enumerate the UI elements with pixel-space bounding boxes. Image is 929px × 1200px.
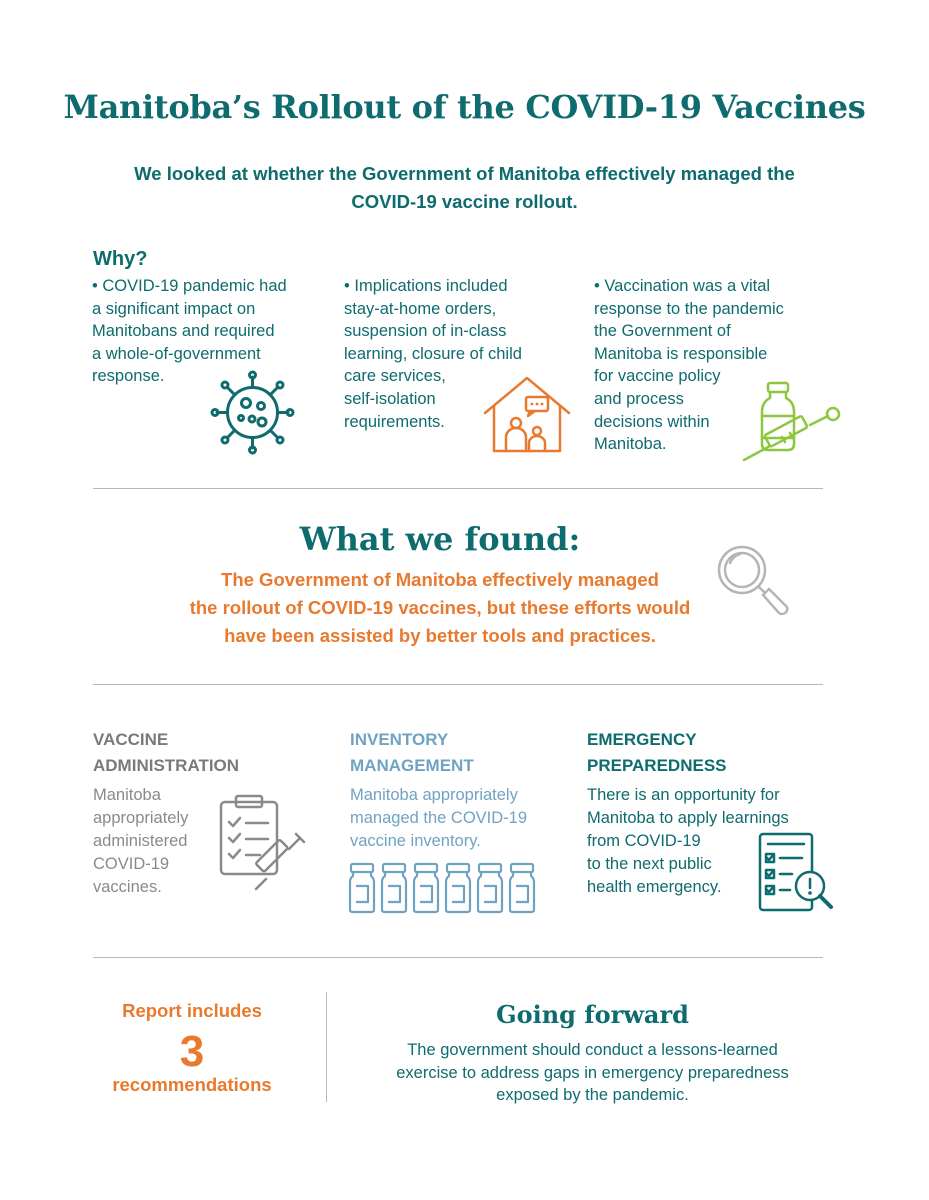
- why-heading: Why?: [93, 248, 148, 270]
- emergency-preparedness-text: There is an opportunity for Manitoba to apply learnings from COVID-19 to the next public health emergency.: [587, 786, 789, 896]
- why-item-1: • COVID-19 pandemic had a significant impact on Manitobans and required a whole-of-government response.: [92, 277, 287, 386]
- recommendations-label: recommendations: [112, 1074, 272, 1095]
- vertical-divider: [326, 992, 327, 1102]
- why-item-2: • Implications included stay-at-home orders, suspension of in-class learning, closure of child care services, self-isolation requirements.: [344, 277, 522, 431]
- magnifying-glass-icon: [715, 543, 790, 618]
- checklist-alert-icon: [758, 832, 836, 914]
- found-text: The Government of Manitoba effectively managed the rollout of COVID-19 vaccines, but these efforts would have been assisted by better tools and practices.: [189, 569, 691, 646]
- virus-icon: [210, 370, 295, 455]
- vials-icon: [348, 862, 534, 914]
- clipboard-syringe-icon: [218, 792, 313, 892]
- inventory-management-text: Manitoba appropriately managed the COVID-19 vaccine inventory.: [350, 786, 528, 850]
- why-item-3: • Vaccination was a vital response to the pandemic the Government of Manitoba is responsible for vaccine policy and process decisions within Manitoba.: [594, 277, 784, 454]
- vaccine-syringe-icon: [740, 380, 845, 465]
- inventory-management-heading: INVENTORY MANAGEMENT: [350, 730, 474, 775]
- subtitle: We looked at whether the Government of Manitoba effectively managed the COVID-19 vaccine rollout.: [134, 163, 795, 212]
- going-forward-text: The government should conduct a lessons-learned exercise to address gaps in emergency preparedness exposed by the pandemic.: [396, 1041, 789, 1104]
- page-title: Manitoba’s Rollout of the COVID-19 Vaccines: [63, 88, 866, 126]
- found-heading: What we found:: [299, 520, 581, 558]
- vaccine-administration-text: Manitoba appropriately administered COVID-19 vaccines.: [93, 786, 189, 896]
- section-divider: [93, 957, 823, 958]
- emergency-preparedness-heading: EMERGENCY PREPAREDNESS: [587, 730, 727, 775]
- report-includes-label: Report includes: [122, 1000, 262, 1021]
- home-family-icon: [482, 375, 572, 453]
- recommendation-count: 3: [179, 1027, 205, 1076]
- going-forward-heading: Going forward: [496, 1000, 689, 1029]
- section-divider: [93, 684, 823, 685]
- section-divider: [93, 488, 823, 489]
- vaccine-administration-heading: VACCINE ADMINISTRATION: [93, 730, 240, 775]
